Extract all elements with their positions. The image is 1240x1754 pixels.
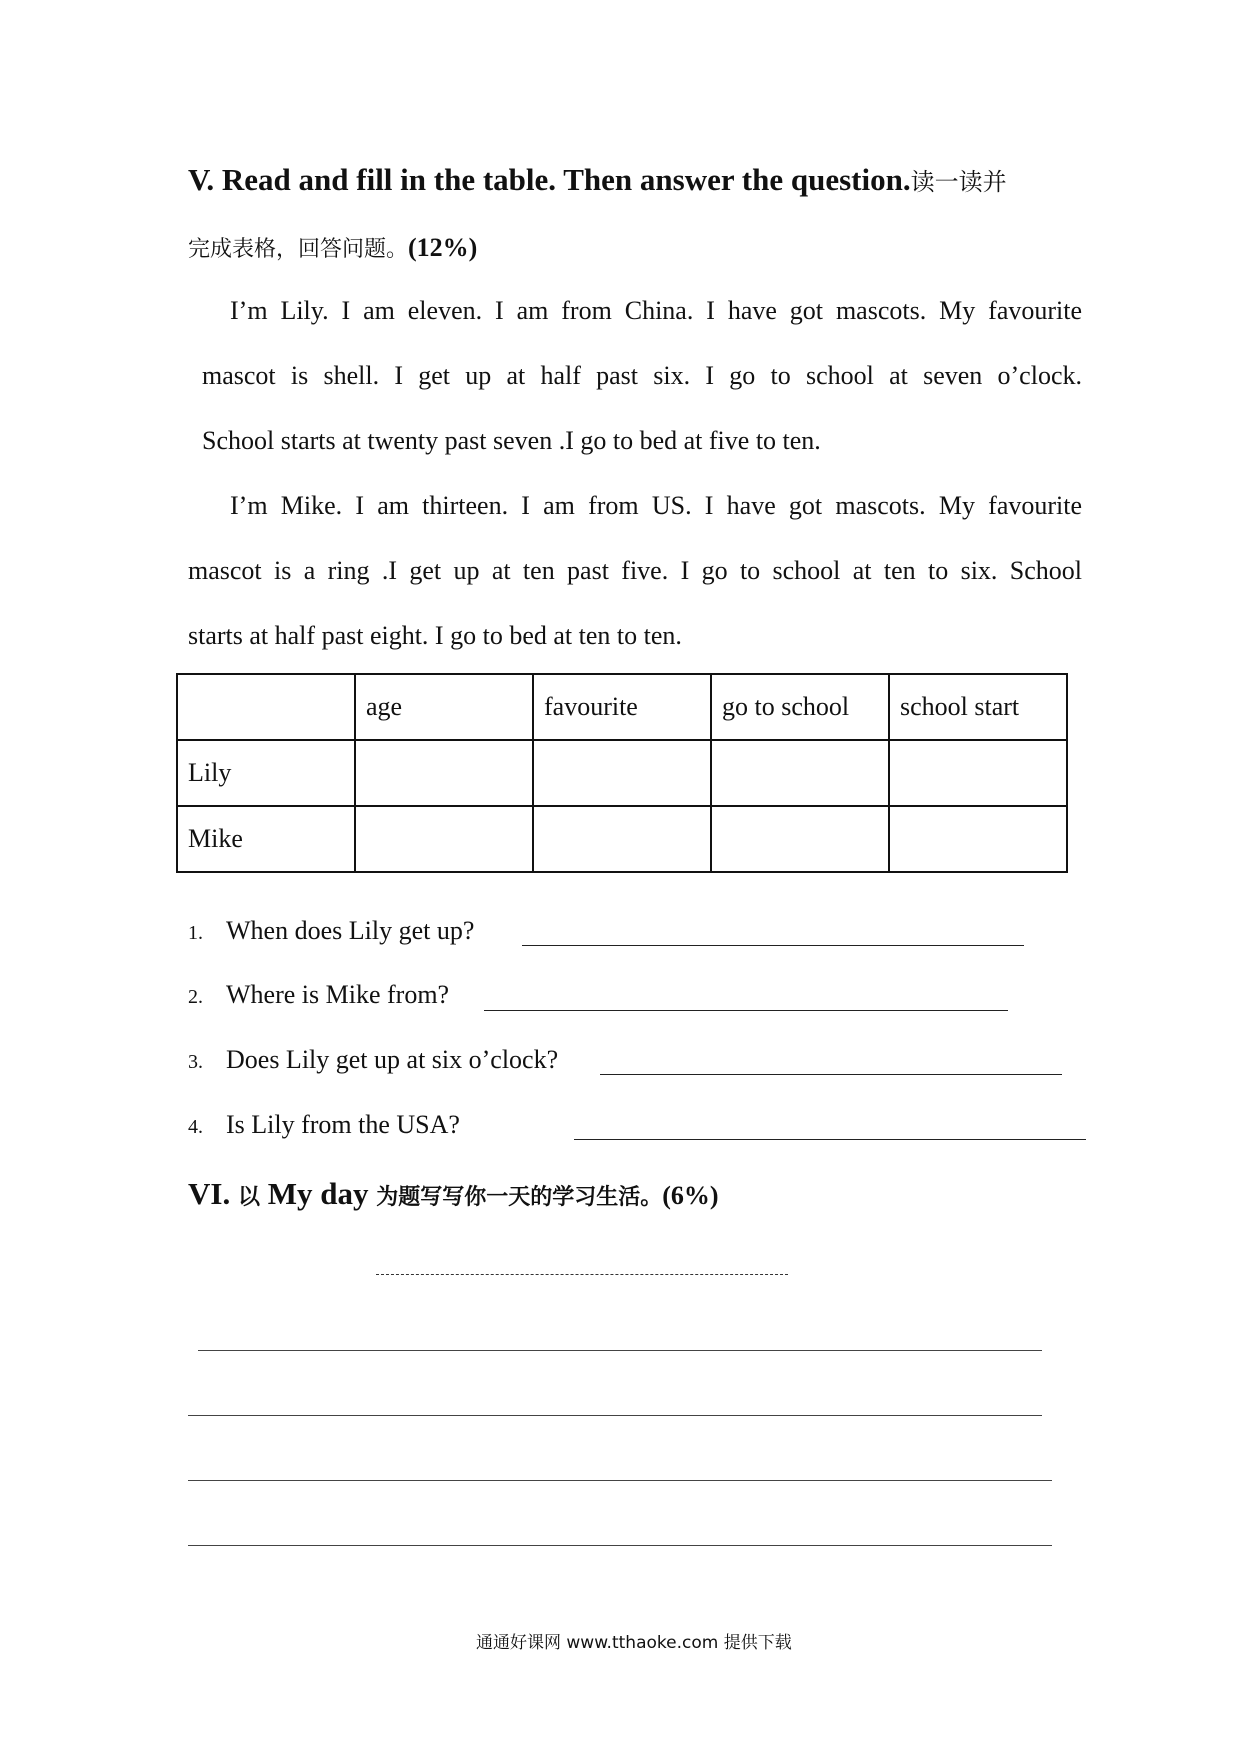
table-answer-cell[interactable] [889,806,1067,872]
passage-lily-line-3: School starts at twenty past seven .I go to bed at five to ten. [202,426,821,455]
question-text: Is Lily from the USA? [226,1110,460,1139]
question-number: 3. [188,1051,203,1073]
passage-mike-line-3: starts at half past eight. I go to bed at ten to ten. [188,621,682,650]
page-footer: 通通好课网 www.tthaoke.com 提供下载 [476,1633,792,1653]
table-answer-cell[interactable] [711,806,889,872]
table-answer-cell[interactable] [711,740,889,806]
section-6-cn-b: 为题写写你一天的学习生活。 [376,1184,663,1209]
question-3 [188,1045,558,1075]
section-6-prefix: VI. [188,1176,231,1211]
table-answer-cell[interactable] [533,740,711,806]
section-6-points: (6%) [662,1181,719,1210]
answer-line-2[interactable] [484,1010,1008,1011]
question-2 [188,980,449,1010]
passage-mike-line-1: I’m Mike. I am thirteen. I am from US. I have got mascots. My favourite [230,491,1082,520]
title-writing-line[interactable] [376,1274,788,1275]
question-text: When does Lily get up? [226,916,475,945]
passage-mike-line-2: mascot is a ring .I get up at ten past five. I go to school at ten to six. School [188,556,1082,585]
section-5-subtitle-cn: 完成表格，回答问题。 [188,236,409,261]
table-row [177,740,1067,806]
answer-line-4[interactable] [574,1139,1086,1140]
question-1 [188,916,474,946]
table-answer-cell[interactable] [889,740,1067,806]
table-answer-cell[interactable] [355,806,533,872]
table-header-cell: go to school [711,674,889,740]
table-answer-cell[interactable] [355,740,533,806]
table-header-cell: age [355,674,533,740]
section-6-heading [188,1176,719,1212]
answer-line-1[interactable] [522,945,1024,946]
section-6-cn-a: 以 [237,1184,260,1209]
section-5-subheading [188,232,477,263]
table-header-cell: school start [889,674,1067,740]
question-number: 2. [188,986,203,1008]
writing-line[interactable] [198,1350,1042,1351]
table-row-label: Mike [177,806,355,872]
answer-line-3[interactable] [600,1074,1062,1075]
section-5-points: (12%) [408,233,478,262]
writing-line[interactable] [188,1480,1052,1481]
table-row [177,806,1067,872]
question-number: 4. [188,1116,203,1138]
question-text: Does Lily get up at six o’clock? [226,1045,559,1074]
table-header-cell [177,674,355,740]
table-row-label: Lily [177,740,355,806]
section-5-heading [188,162,1007,198]
question-number: 1. [188,922,203,944]
writing-line[interactable] [188,1415,1042,1416]
section-6-topic: My day [267,1176,369,1211]
table-header-cell: favourite [533,674,711,740]
table-answer-cell[interactable] [533,806,711,872]
passage-lily-line-1: I’m Lily. I am eleven. I am from China. I have got mascots. My favourite [230,296,1082,325]
section-5-title-cn: 读一读并 [910,170,1007,196]
question-text: Where is Mike from? [226,980,450,1009]
passage-lily-line-2: mascot is shell. I get up at half past six. I go to school at seven o’clock. [202,361,1082,390]
writing-line[interactable] [188,1545,1052,1546]
fill-in-table [176,673,1068,873]
question-4 [188,1110,460,1140]
section-5-title: V. Read and fill in the table. Then answer the question. [188,162,911,197]
table-header-row [177,674,1067,740]
